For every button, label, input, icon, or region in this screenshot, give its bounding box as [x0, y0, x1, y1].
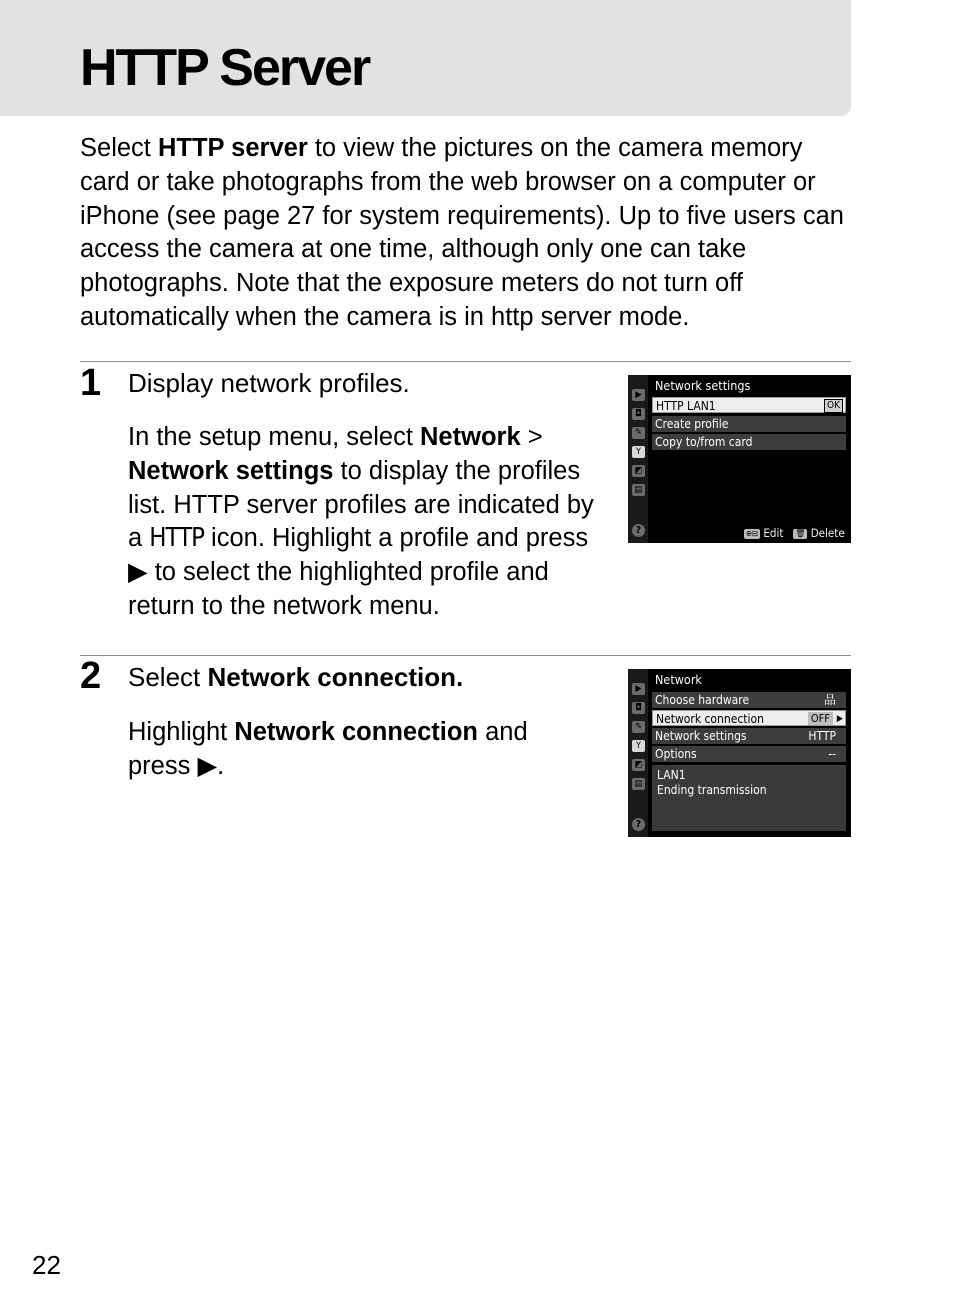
step2-text-bold: Network connection: [234, 718, 479, 746]
step2-title-bold: Network connection.: [207, 662, 464, 692]
step2-text-a: Highlight: [128, 718, 235, 746]
page-number: 22: [32, 1250, 61, 1280]
create-profile-row[interactable]: Create profile: [652, 416, 846, 432]
step2-title-a: Select: [128, 662, 208, 692]
screen-footer: [744, 526, 845, 540]
setup-menu-icon: Y: [632, 740, 645, 752]
menu-sidebar: [628, 375, 648, 543]
options-row[interactable]: [652, 746, 846, 762]
step1-text-sep: >: [520, 423, 543, 451]
right-arrow-icon: ▶: [197, 751, 218, 780]
screen-title: Network: [655, 672, 702, 687]
network-settings-screen: [628, 375, 851, 543]
my-menu-icon: ▤: [632, 484, 645, 496]
intro-paragraph: [80, 132, 855, 335]
screen-title: Network settings: [655, 378, 751, 393]
copy-card-row[interactable]: Copy to/from card: [652, 434, 846, 450]
row-label: Choose hardware: [655, 693, 750, 707]
connection-status-box: [652, 765, 846, 831]
ok-badge: OK: [824, 399, 843, 413]
step2-text-c: and press: [128, 718, 528, 780]
status-profile: LAN1: [657, 768, 686, 782]
options-value: --: [828, 747, 836, 761]
step1-text: [128, 421, 608, 624]
intro-bold-term: HTTP server: [157, 134, 308, 162]
submenu-arrow-icon: ▶: [836, 714, 843, 724]
connection-status-badge: OFF: [808, 712, 833, 725]
step1-divider: [80, 361, 851, 362]
status-message: Ending transmission: [657, 783, 767, 797]
playback-menu-icon: ▶: [632, 683, 645, 695]
retouch-menu-icon: ◩: [632, 465, 645, 477]
row-label: Network connection: [656, 712, 764, 726]
shooting-menu-icon: ◘: [632, 702, 645, 714]
retouch-menu-icon: ◩: [632, 759, 645, 771]
my-menu-icon: ▤: [632, 778, 645, 790]
step1-text-f: to select the highlighted profile and return to the network menu.: [128, 558, 549, 620]
step2-title: [128, 662, 463, 693]
page-title: HTTP Server: [80, 39, 370, 97]
row-label: Options: [655, 747, 697, 761]
step2-divider: [80, 655, 851, 656]
choose-hardware-row[interactable]: [652, 692, 846, 708]
delete-label: Delete: [810, 526, 845, 540]
step1-text-a: In the setup menu, select: [128, 423, 421, 451]
intro-text-rest: to view the pictures on the camera memory card or take photographs from the web browser on a computer or iPhone (see page 27 for system requirements). Up to five users can access the camera at one time, although only one can take photographs. Note that the exposure meters do not turn off automatically when the camera is in http server mode.: [80, 134, 844, 331]
profile-label: HTTP LAN1: [656, 399, 716, 413]
step1-text-e: icon. Highlight a profile and press: [203, 524, 589, 553]
network-connection-row[interactable]: [652, 710, 846, 726]
step1-title: Display network profiles.: [128, 368, 410, 398]
menu-sidebar: [628, 669, 648, 837]
step1-text-network: Network: [420, 423, 521, 451]
step2-number: 2: [80, 655, 102, 697]
profile-type-value: HTTP: [808, 729, 836, 743]
network-settings-row[interactable]: [652, 728, 846, 744]
edit-label: Edit: [763, 526, 784, 540]
edit-button-icon: ⊕⊟: [746, 528, 759, 538]
step2-text: [128, 716, 568, 784]
help-icon: ?: [632, 818, 645, 831]
playback-menu-icon: ▶: [632, 389, 645, 401]
step2-text-d: .: [217, 751, 225, 780]
http-icon: HTTP: [149, 523, 204, 554]
intro-text-start: Select: [80, 134, 158, 162]
network-menu-screen: [628, 669, 851, 837]
step1-text-d: to display the profiles list. HTTP server profiles are indicated by a: [128, 456, 594, 553]
step1-number: 1: [80, 362, 102, 404]
right-arrow-icon: ▶: [128, 558, 148, 587]
custom-settings-icon: ✎: [632, 721, 645, 733]
shooting-menu-icon: ◘: [632, 408, 645, 420]
profile-row-http-lan1[interactable]: [652, 397, 846, 413]
row-label: Network settings: [655, 729, 747, 743]
custom-settings-icon: ✎: [632, 427, 645, 439]
help-icon: ?: [632, 524, 645, 537]
setup-menu-icon: Y: [632, 446, 645, 458]
step1-text-network-settings: Network settings: [128, 456, 334, 485]
delete-button-icon: 🗑: [795, 528, 806, 538]
network-hardware-icon: 品: [823, 693, 836, 707]
